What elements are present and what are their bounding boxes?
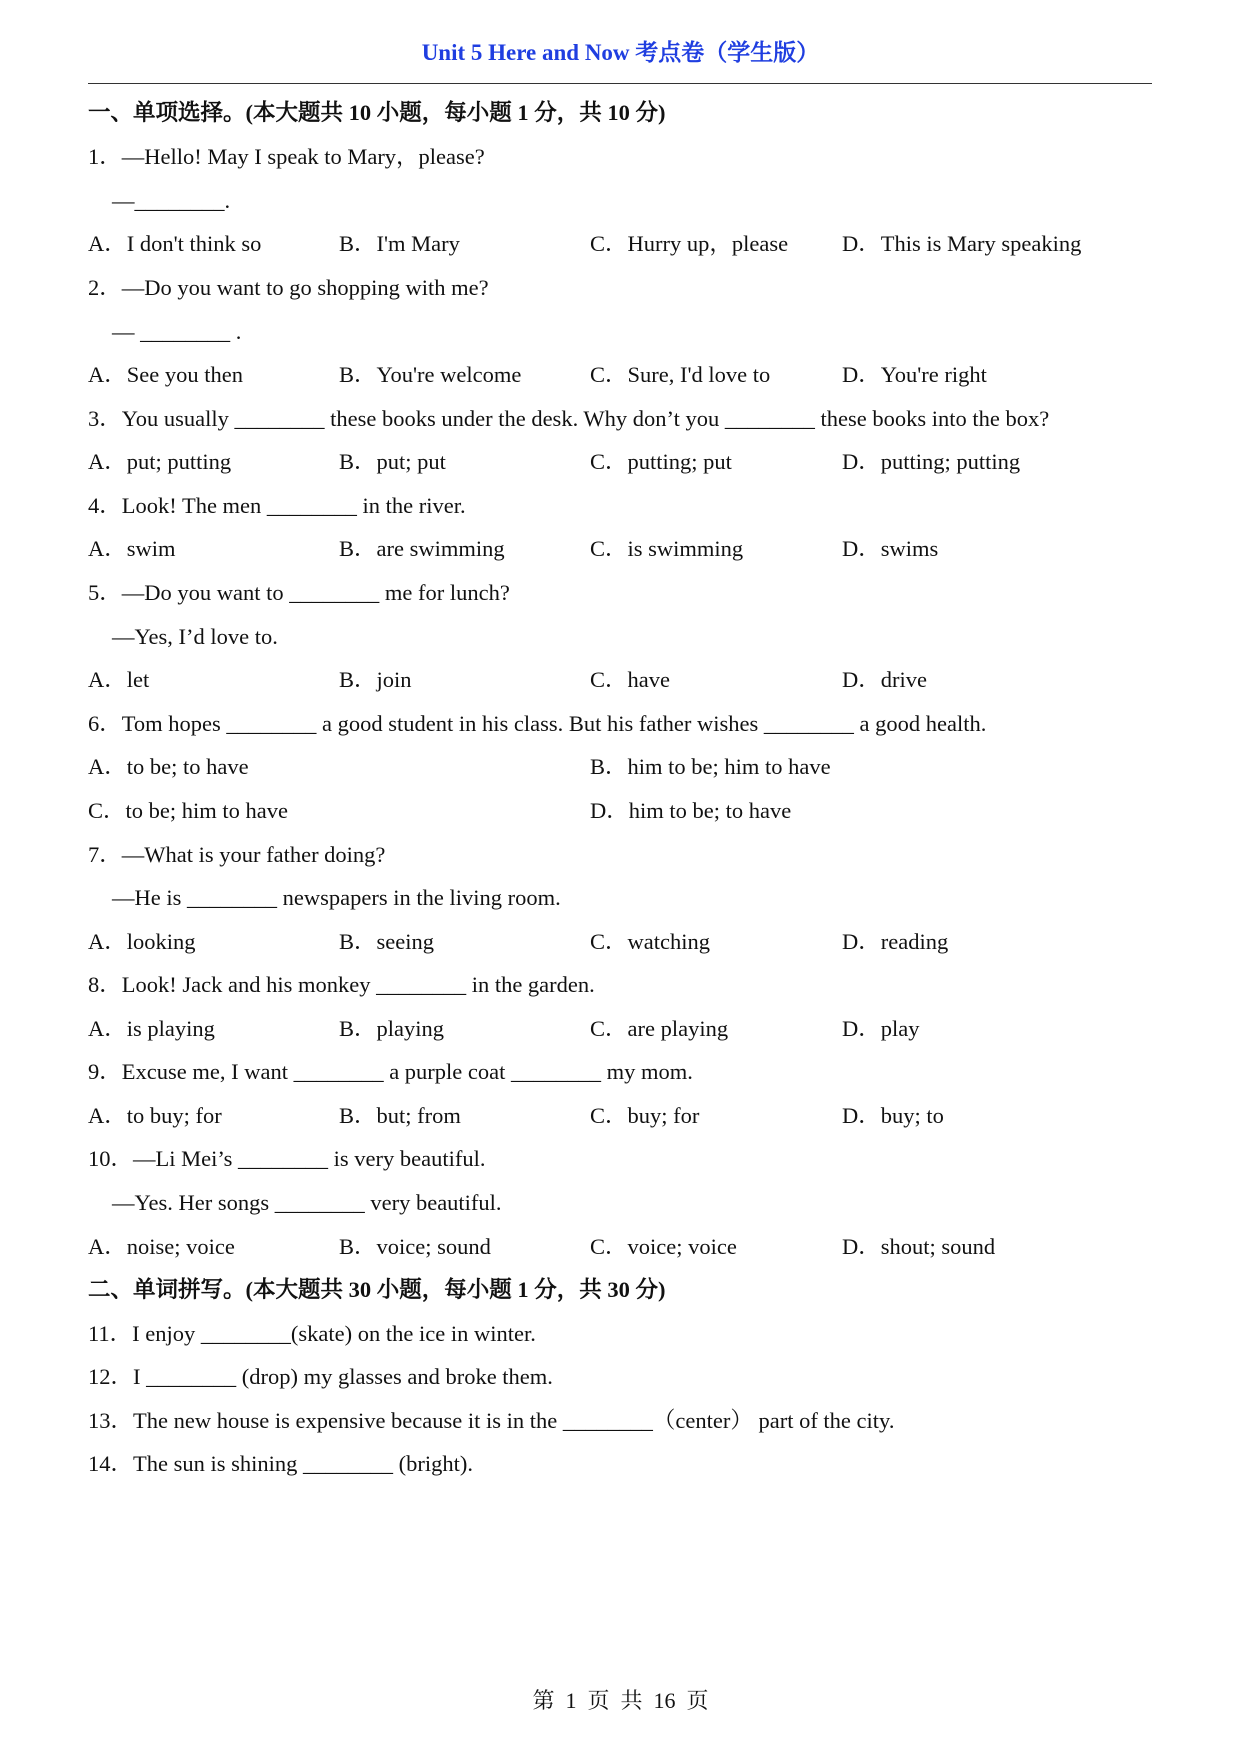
option-a[interactable]: A．put; putting	[88, 449, 232, 474]
option-b[interactable]: B．playing	[339, 1016, 444, 1041]
section-heading-spelling: 二、单词拼写。(本大题共 30 小题，每小题 1 分，共 30 分)	[88, 1277, 666, 1302]
spelling-item-12: 12．I ________ (drop) my glasses and broke them.	[88, 1364, 553, 1389]
question-10-stem: 10．—Li Mei’s ________ is very beautiful.	[88, 1146, 486, 1171]
question-1-options	[88, 229, 1161, 259]
question-3-options	[88, 447, 1161, 477]
option-d[interactable]: D．buy; to	[842, 1103, 944, 1128]
question-2-reply: — ________ .	[112, 319, 242, 344]
question-8-options	[88, 1014, 1161, 1044]
question-2-stem: 2．—Do you want to go shopping with me?	[88, 275, 489, 300]
option-c[interactable]: C．Sure, I'd love to	[590, 362, 771, 387]
question-10-reply: —Yes. Her songs ________ very beautiful.	[112, 1190, 502, 1215]
option-c[interactable]: C．is swimming	[590, 536, 744, 561]
option-c[interactable]: C．are playing	[590, 1016, 729, 1041]
question-6-stem: 6．Tom hopes ________ a good student in his class. But his father wishes ________ a good health.	[88, 711, 987, 736]
question-10-options	[88, 1232, 1161, 1262]
option-b[interactable]: B．put; put	[339, 449, 446, 474]
question-1-reply: —________.	[112, 188, 231, 213]
option-a[interactable]: A．I don't think so	[88, 231, 262, 256]
spelling-item-11: 11．I enjoy ________(skate) on the ice in winter.	[88, 1321, 536, 1346]
option-c[interactable]: C．buy; for	[590, 1103, 700, 1128]
page-title: Unit 5 Here and Now 考点卷（学生版）	[421, 40, 820, 65]
question-4-options	[88, 534, 1161, 564]
option-a[interactable]: A．to buy; for	[88, 1103, 222, 1128]
option-d[interactable]: D．swims	[842, 536, 939, 561]
question-6-options-row2	[88, 796, 1161, 826]
option-a[interactable]: A．is playing	[88, 1016, 215, 1041]
question-5-options	[88, 665, 1161, 695]
option-c[interactable]: C．watching	[590, 929, 710, 954]
option-b[interactable]: B．You're welcome	[339, 362, 522, 387]
option-d[interactable]: D．You're right	[842, 362, 987, 387]
option-c[interactable]: C．to be; him to have	[88, 798, 288, 823]
option-d[interactable]: D．shout; sound	[842, 1234, 996, 1259]
question-1-stem: 1．—Hello! May I speak to Mary，please?	[88, 144, 485, 169]
option-b[interactable]: B．seeing	[339, 929, 434, 954]
question-7-options	[88, 927, 1161, 957]
option-c[interactable]: C．putting; put	[590, 449, 732, 474]
spelling-item-14: 14．The sun is shining ________ (bright).	[88, 1451, 473, 1476]
option-d[interactable]: D．him to be; to have	[590, 798, 792, 823]
option-d[interactable]: D．putting; putting	[842, 449, 1021, 474]
option-a[interactable]: A．swim	[88, 536, 176, 561]
question-8-stem: 8．Look! Jack and his monkey ________ in the garden.	[88, 972, 595, 997]
option-b[interactable]: B．voice; sound	[339, 1234, 491, 1259]
option-a[interactable]: A．to be; to have	[88, 754, 249, 779]
section-heading-choice: 一、单项选择。(本大题共 10 小题，每小题 1 分，共 10 分)	[88, 100, 666, 125]
question-7-reply: —He is ________ newspapers in the living room.	[112, 885, 561, 910]
option-b[interactable]: B．I'm Mary	[339, 231, 460, 256]
option-d[interactable]: D．reading	[842, 929, 949, 954]
option-b[interactable]: B．him to be; him to have	[590, 754, 831, 779]
page-number: 第 1 页 共 16 页	[532, 1688, 709, 1713]
question-4-stem: 4．Look! The men ________ in the river.	[88, 493, 466, 518]
option-a[interactable]: A．See you then	[88, 362, 243, 387]
option-a[interactable]: A．let	[88, 667, 150, 692]
question-5-reply: —Yes, I’d love to.	[112, 624, 278, 649]
option-c[interactable]: C．voice; voice	[590, 1234, 737, 1259]
option-d[interactable]: D．play	[842, 1016, 920, 1041]
title-divider	[88, 83, 1152, 84]
option-d[interactable]: D．drive	[842, 667, 927, 692]
option-b[interactable]: B．join	[339, 667, 412, 692]
question-5-stem: 5．—Do you want to ________ me for lunch?	[88, 580, 510, 605]
question-9-stem: 9．Excuse me, I want ________ a purple coat ________ my mom.	[88, 1059, 693, 1084]
question-6-options-row1	[88, 752, 1161, 782]
question-9-options	[88, 1101, 1161, 1131]
option-a[interactable]: A．looking	[88, 929, 196, 954]
option-a[interactable]: A．noise; voice	[88, 1234, 235, 1259]
question-3-stem: 3．You usually ________ these books under the desk. Why don’t you ________ these books into the box?	[88, 406, 1050, 431]
question-7-stem: 7．—What is your father doing?	[88, 842, 386, 867]
spelling-item-13: 13．The new house is expensive because it is in the ________（center） part of the city.	[88, 1408, 895, 1433]
option-b[interactable]: B．but; from	[339, 1103, 461, 1128]
option-c[interactable]: C．have	[590, 667, 670, 692]
option-d[interactable]: D．This is Mary speaking	[842, 231, 1082, 256]
option-c[interactable]: C．Hurry up，please	[590, 231, 789, 256]
option-b[interactable]: B．are swimming	[339, 536, 505, 561]
question-2-options	[88, 360, 1161, 390]
